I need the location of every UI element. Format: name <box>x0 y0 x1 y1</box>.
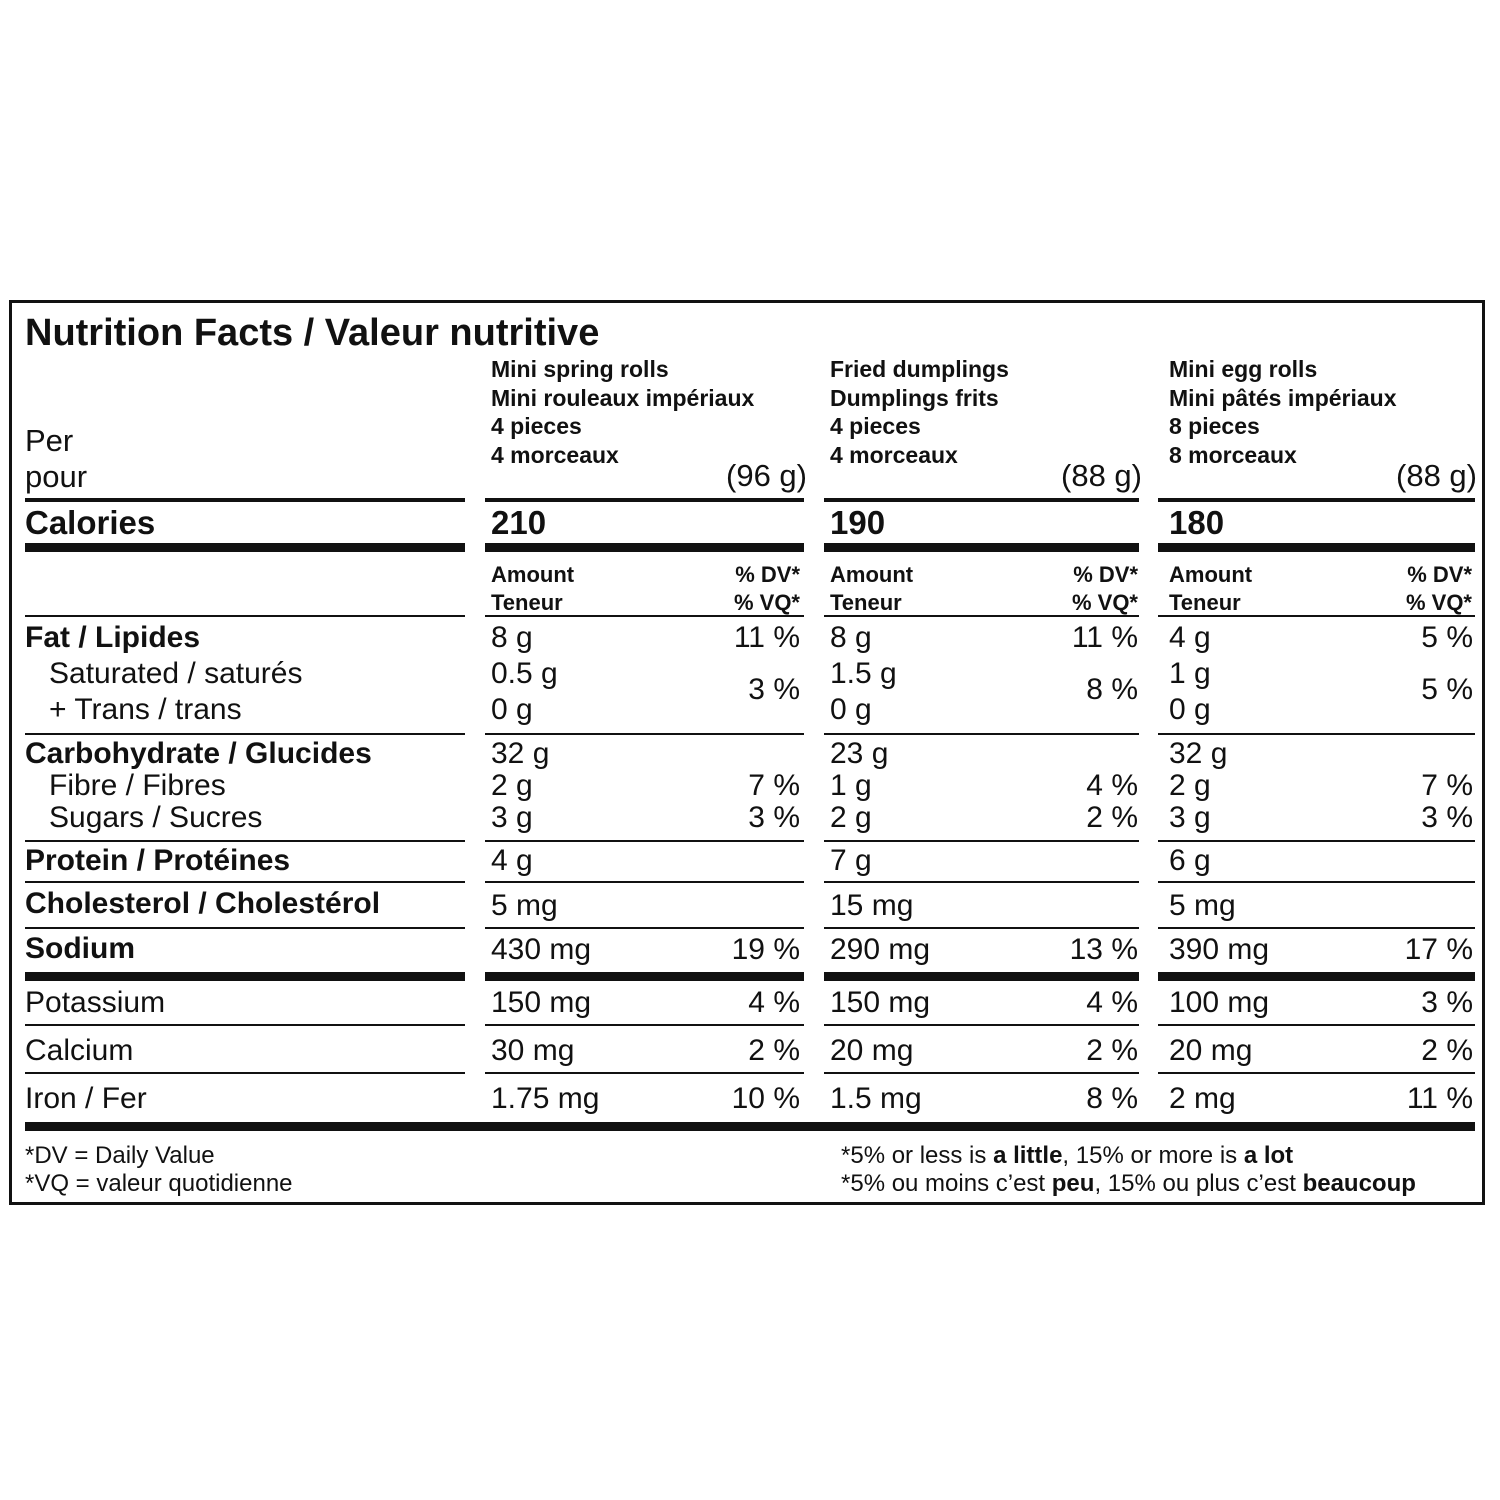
product-2-pieces-en: 4 pieces <box>830 413 921 439</box>
trans-label: + Trans / trans <box>49 693 242 726</box>
calories-value-2: 190 <box>830 504 886 541</box>
potassium-dv-2: 4 % <box>1086 986 1138 1019</box>
fat-value-2: 8 g <box>830 621 872 654</box>
product-2-header <box>830 355 1009 469</box>
rule <box>1158 881 1475 883</box>
carbohydrate-label: Carbohydrate / Glucides <box>25 737 372 770</box>
rule <box>25 498 465 502</box>
calcium-value-1: 30 mg <box>491 1034 575 1067</box>
rule <box>485 1024 804 1026</box>
rule <box>1158 1024 1475 1026</box>
sugars-label: Sugars / Sucres <box>49 801 263 834</box>
dv-header-3: % DV* % VQ* <box>1405 562 1472 615</box>
trans-value-1: 0 g <box>491 693 533 726</box>
product-3-pieces-en: 8 pieces <box>1169 413 1260 439</box>
rule <box>485 1072 804 1074</box>
pour-label: pour <box>25 459 88 494</box>
product-1-name-fr: Mini rouleaux impériaux <box>491 384 755 411</box>
nutrition-facts-table <box>9 300 1485 1205</box>
thick-rule <box>25 972 465 981</box>
footnote-vq-definition: *VQ = valeur quotidienne <box>25 1170 293 1197</box>
potassium-value-1: 150 mg <box>491 986 592 1019</box>
fat-value-3: 4 g <box>1169 621 1211 654</box>
fibre-label: Fibre / Fibres <box>49 769 226 802</box>
rule <box>485 733 804 735</box>
rule <box>824 840 1139 842</box>
thick-rule <box>25 543 465 552</box>
protein-label: Protein / Protéines <box>25 844 291 877</box>
product-3-name-fr: Mini pâtés impériaux <box>1169 384 1397 411</box>
rule <box>485 615 804 617</box>
potassium-dv-1: 4 % <box>748 986 800 1019</box>
iron-value-3: 2 mg <box>1169 1082 1236 1115</box>
iron-value-2: 1.5 mg <box>830 1082 922 1115</box>
fat-dv-1: 11 % <box>733 621 800 654</box>
product-2-name-en: Fried dumplings <box>830 356 1009 382</box>
rule <box>485 927 804 929</box>
rule <box>824 927 1139 929</box>
sat-trans-dv-2: 8 % <box>1086 673 1138 706</box>
rule <box>1158 733 1475 735</box>
per-label: Per <box>25 423 74 458</box>
cholesterol-label: Cholesterol / Cholestérol <box>25 887 381 920</box>
rule <box>25 1024 465 1026</box>
rule <box>1158 927 1475 929</box>
sodium-label: Sodium <box>25 932 135 965</box>
sugars-dv-1: 3 % <box>748 801 800 834</box>
fat-dv-2: 11 % <box>1071 621 1138 654</box>
rule <box>1158 840 1475 842</box>
product-3-header <box>1169 355 1397 469</box>
calcium-dv-1: 2 % <box>748 1034 800 1067</box>
product-3-weight: (88 g) <box>1396 458 1477 493</box>
thick-rule <box>485 972 804 981</box>
footnote-guide-en: *5% or less is a little, 15% or more is a lot <box>841 1142 1294 1169</box>
fibre-dv-1: 7 % <box>748 769 800 802</box>
product-1-pieces-fr: 4 morceaux <box>491 441 619 468</box>
protein-value-2: 7 g <box>830 844 872 877</box>
sodium-dv-2: 13 % <box>1069 933 1138 966</box>
amount-header-2: Amount Teneur <box>830 562 914 615</box>
thick-rule <box>485 543 804 552</box>
saturated-value-2: 1.5 g <box>830 657 897 690</box>
carbohydrate-value-3: 32 g <box>1169 737 1228 770</box>
rule <box>25 615 465 617</box>
iron-dv-3: 11 % <box>1406 1082 1473 1115</box>
saturated-value-1: 0.5 g <box>491 657 558 690</box>
product-1-pieces-en: 4 pieces <box>491 413 582 439</box>
sat-trans-dv-3: 5 % <box>1421 673 1473 706</box>
protein-value-1: 4 g <box>491 844 533 877</box>
sodium-dv-1: 19 % <box>731 933 800 966</box>
protein-value-3: 6 g <box>1169 844 1211 877</box>
iron-label: Iron / Fer <box>25 1082 147 1115</box>
rule <box>25 927 465 929</box>
carbohydrate-value-2: 23 g <box>830 737 889 770</box>
amount-header-3: Amount Teneur <box>1169 562 1253 615</box>
calories-label: Calories <box>25 504 156 541</box>
trans-value-2: 0 g <box>830 693 872 726</box>
iron-dv-2: 8 % <box>1086 1082 1138 1115</box>
potassium-label: Potassium <box>25 986 166 1019</box>
iron-value-1: 1.75 mg <box>491 1082 600 1115</box>
sodium-value-2: 290 mg <box>830 933 931 966</box>
thick-rule <box>1158 543 1475 552</box>
fibre-value-3: 2 g <box>1169 769 1211 802</box>
rule <box>25 733 465 735</box>
product-2-name-fr: Dumplings frits <box>830 384 999 411</box>
product-2-pieces-fr: 4 morceaux <box>830 441 958 468</box>
potassium-value-3: 100 mg <box>1169 986 1270 1019</box>
footnote-dv-definition: *DV = Daily Value <box>25 1142 215 1169</box>
thick-rule <box>824 972 1139 981</box>
sat-trans-dv-1: 3 % <box>748 673 800 706</box>
amount-header-1: Amount Teneur <box>491 562 575 615</box>
rule <box>1158 615 1475 617</box>
cholesterol-value-3: 5 mg <box>1169 889 1236 922</box>
calories-value-1: 210 <box>491 504 547 541</box>
thick-rule <box>824 543 1139 552</box>
footnote-guide-fr: *5% ou moins c’est peu, 15% ou plus c’est beaucoup <box>841 1170 1416 1197</box>
sodium-value-3: 390 mg <box>1169 933 1270 966</box>
product-3-name-en: Mini egg rolls <box>1169 356 1318 382</box>
thick-rule <box>1158 972 1475 981</box>
calcium-label: Calcium <box>25 1034 134 1067</box>
rule <box>25 840 465 842</box>
iron-dv-1: 10 % <box>731 1082 800 1115</box>
product-3-pieces-fr: 8 morceaux <box>1169 441 1297 468</box>
rule <box>485 881 804 883</box>
fibre-value-2: 1 g <box>830 769 872 802</box>
rule <box>824 615 1139 617</box>
product-1-weight: (96 g) <box>726 458 807 493</box>
sugars-dv-3: 3 % <box>1421 801 1473 834</box>
fibre-value-1: 2 g <box>491 769 533 802</box>
fat-label: Fat / Lipides <box>25 621 201 654</box>
product-2-weight: (88 g) <box>1061 458 1142 493</box>
sugars-value-2: 2 g <box>830 801 872 834</box>
bottom-thick-rule <box>25 1122 1475 1131</box>
dv-header-2: % DV* % VQ* <box>1071 562 1138 615</box>
saturated-label: Saturated / saturés <box>49 657 303 690</box>
fibre-dv-2: 4 % <box>1086 769 1138 802</box>
carbohydrate-value-1: 32 g <box>491 737 550 770</box>
calcium-dv-2: 2 % <box>1086 1034 1138 1067</box>
rule <box>824 881 1139 883</box>
cholesterol-value-1: 5 mg <box>491 889 558 922</box>
potassium-dv-3: 3 % <box>1421 986 1473 1019</box>
rule <box>824 733 1139 735</box>
fat-dv-3: 5 % <box>1421 621 1473 654</box>
rule <box>25 1072 465 1074</box>
calcium-dv-3: 2 % <box>1421 1034 1473 1067</box>
rule <box>824 1072 1139 1074</box>
rule <box>824 1024 1139 1026</box>
cholesterol-value-2: 15 mg <box>830 889 914 922</box>
calcium-value-3: 20 mg <box>1169 1034 1253 1067</box>
fibre-dv-3: 7 % <box>1421 769 1473 802</box>
sodium-value-1: 430 mg <box>491 933 592 966</box>
rule <box>25 881 465 883</box>
calcium-value-2: 20 mg <box>830 1034 914 1067</box>
sugars-dv-2: 2 % <box>1086 801 1138 834</box>
rule <box>824 498 1139 502</box>
product-1-name-en: Mini spring rolls <box>491 356 669 382</box>
table-title: Nutrition Facts / Valeur nutritive <box>25 312 600 354</box>
rule <box>1158 498 1475 502</box>
sugars-value-3: 3 g <box>1169 801 1211 834</box>
rule <box>485 498 804 502</box>
potassium-value-2: 150 mg <box>830 986 931 1019</box>
rule <box>485 840 804 842</box>
fat-value-1: 8 g <box>491 621 533 654</box>
calories-value-3: 180 <box>1169 504 1225 541</box>
sodium-dv-3: 17 % <box>1404 933 1473 966</box>
product-1-header <box>491 355 754 469</box>
dv-header-1: % DV* % VQ* <box>733 562 800 615</box>
rule <box>1158 1072 1475 1074</box>
sugars-value-1: 3 g <box>491 801 533 834</box>
trans-value-3: 0 g <box>1169 693 1211 726</box>
saturated-value-3: 1 g <box>1169 657 1211 690</box>
